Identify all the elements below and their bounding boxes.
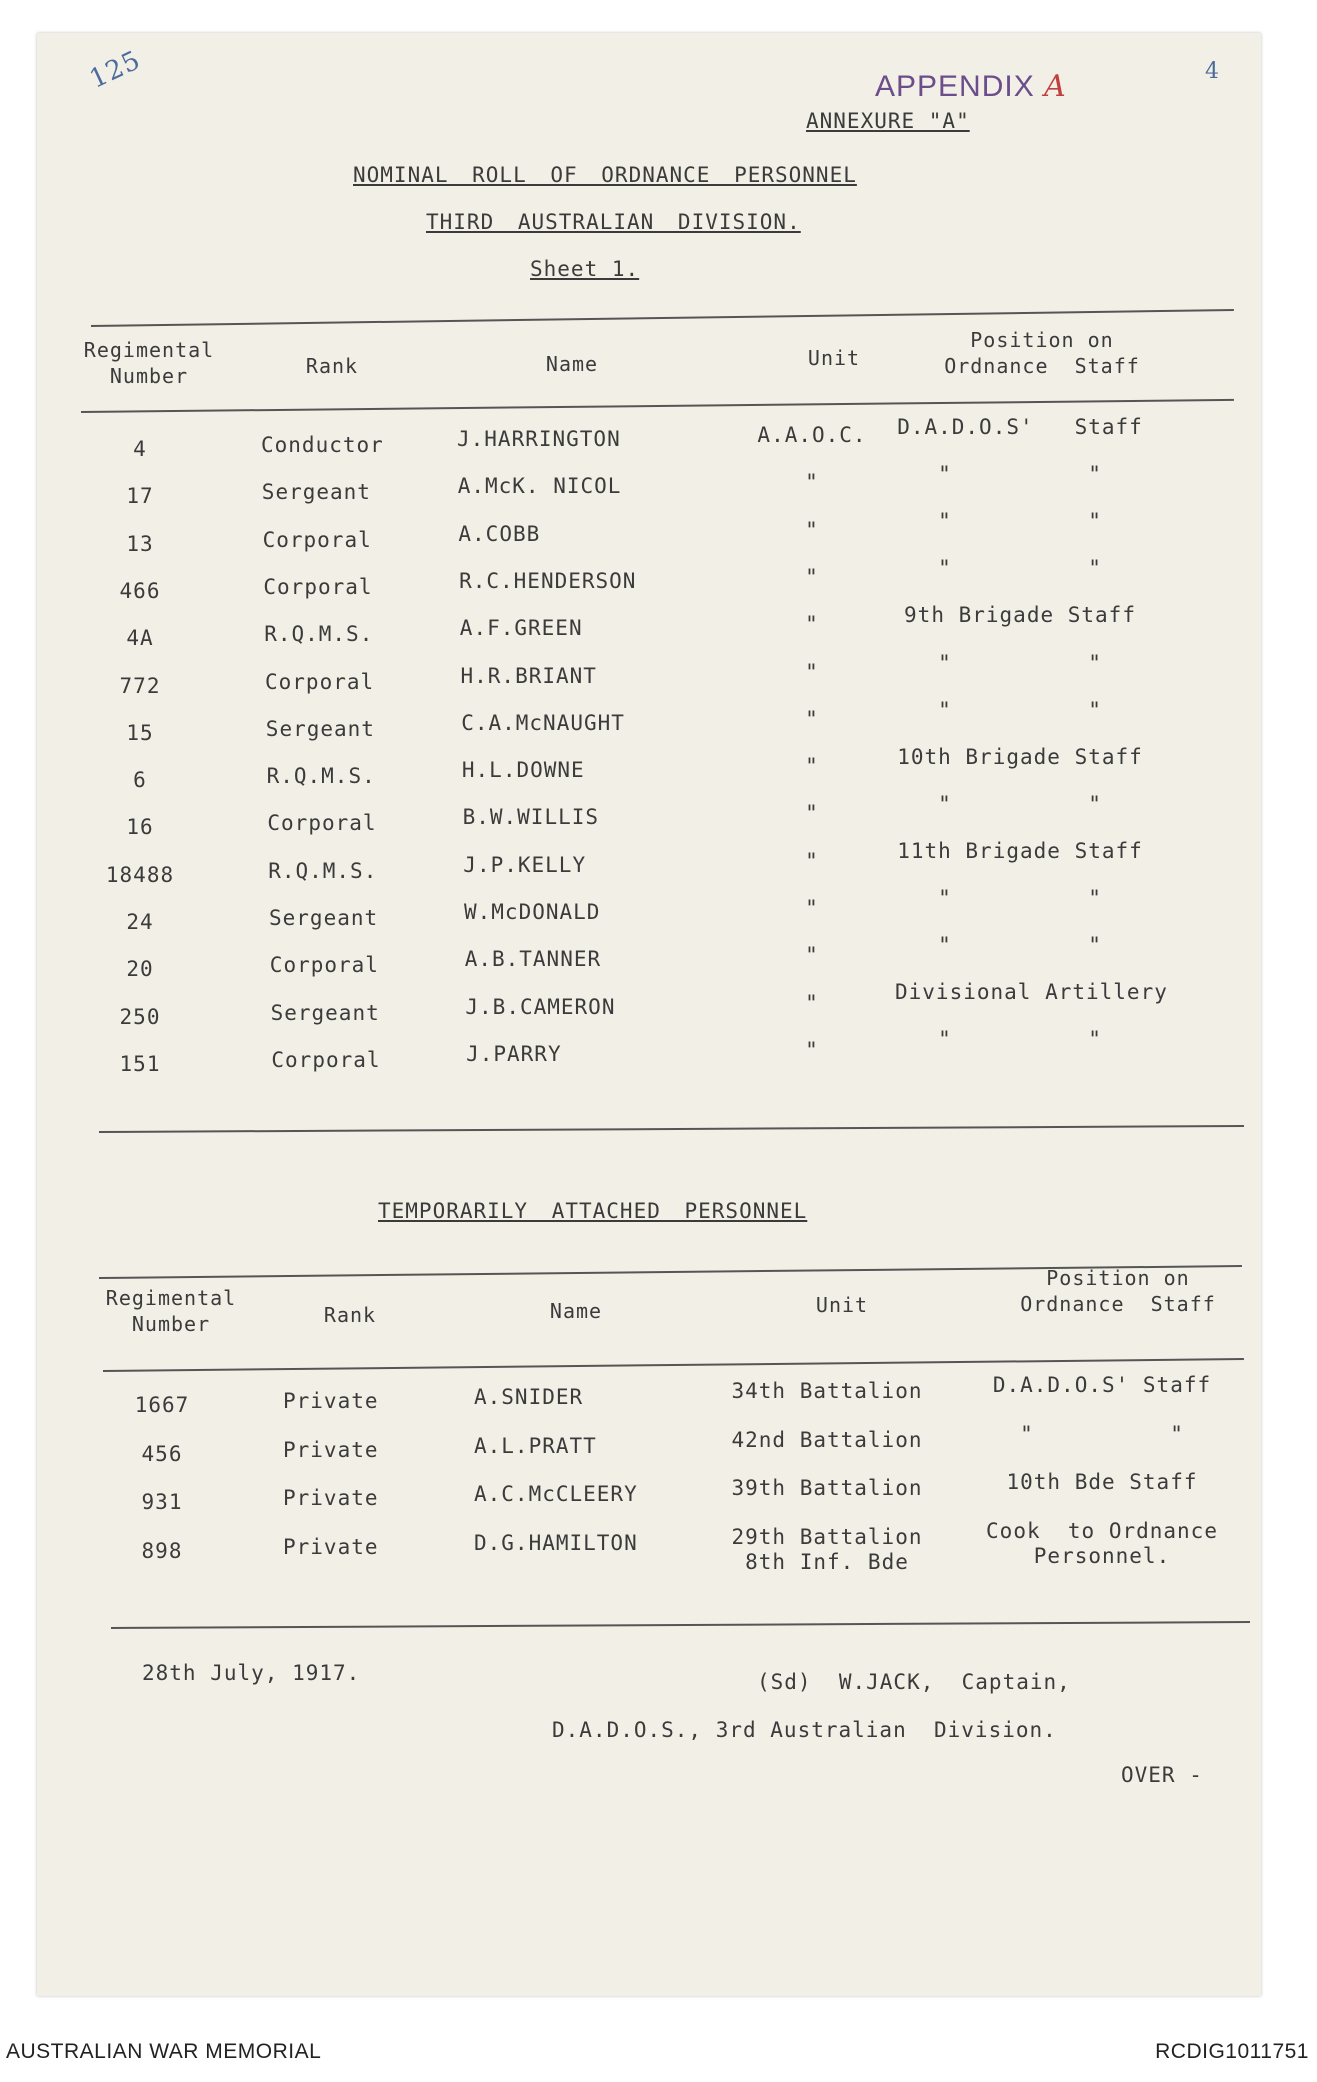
table2-header-rule — [103, 1358, 1244, 1372]
table1-unit: " — [805, 659, 819, 684]
table2-rank: Private — [283, 1437, 379, 1462]
table1-unit: " — [805, 896, 819, 920]
table1-name: J.B.CAMERON — [465, 994, 616, 1019]
table1-regimental-number: 15 — [126, 720, 154, 745]
table1-position: D.A.D.O.S' Staff — [897, 415, 1143, 439]
table2-unit: 42nd Battalion — [731, 1427, 923, 1452]
footer-credit: AUSTRALIAN WAR MEMORIAL — [6, 2040, 322, 2063]
table1-unit: " — [805, 1037, 819, 1062]
table1-name: J.HARRINGTON — [457, 427, 621, 451]
table2-name: A.SNIDER — [474, 1385, 584, 1409]
table1-position: " " — [938, 886, 1102, 910]
table1-position: " " — [938, 650, 1102, 675]
table1-top-rule — [91, 309, 1234, 327]
table1-regimental-number: 4A — [126, 626, 154, 651]
table2-unit: 39th Battalion — [731, 1476, 923, 1500]
table1-unit: " — [805, 517, 819, 542]
table1-header-reg-line2: Number — [109, 364, 189, 388]
table1-header-name: Name — [545, 352, 599, 376]
table1-header-position — [927, 327, 1157, 379]
table1-unit: " — [805, 612, 819, 637]
table2-position: D.A.D.O.S' Staff — [992, 1373, 1212, 1397]
table1-rank: Sergeant — [269, 906, 379, 930]
table2-name: A.L.PRATT — [474, 1433, 597, 1458]
table2-header-reg — [101, 1285, 241, 1337]
table2-regimental-number: 898 — [141, 1538, 183, 1563]
table2-header-name: Name — [549, 1299, 603, 1323]
table1-regimental-number: 16 — [126, 815, 154, 840]
table2-unit: 8th Inf. Bde — [745, 1549, 909, 1574]
table1-regimental-number: 151 — [119, 1051, 161, 1076]
table2-unit: 29th Battalion — [731, 1524, 923, 1549]
table1-unit: " — [805, 754, 819, 779]
table1-position: " " — [938, 462, 1102, 487]
table2-header-position-line1: Position on — [1046, 1266, 1190, 1290]
table1-rank: R.Q.M.S. — [268, 858, 378, 883]
table2-position: Personnel. — [1033, 1543, 1171, 1568]
footer-id: RCDIG1011751 — [1155, 2040, 1309, 2063]
signature-line: (Sd) W.JACK, Captain, — [757, 1670, 1071, 1694]
table2-rank: Private — [283, 1486, 379, 1510]
table1-unit: " — [805, 943, 819, 968]
table2-bottom-rule — [111, 1621, 1250, 1629]
table1-header-reg — [79, 337, 219, 389]
table1-regimental-number: 4 — [133, 437, 147, 461]
table1-rank: Sergeant — [265, 716, 375, 741]
table1-header-unit: Unit — [807, 346, 861, 370]
table2-header-unit: Unit — [815, 1293, 869, 1317]
table1-rank: R.Q.M.S. — [264, 622, 374, 647]
table1-rank: Corporal — [263, 574, 373, 599]
table1-regimental-number: 17 — [126, 484, 154, 509]
table2-position: Cook to Ordnance — [986, 1518, 1218, 1543]
table1-name: W.McDONALD — [464, 900, 601, 924]
table1-unit: " — [805, 848, 819, 873]
table1-regimental-number: 20 — [126, 957, 154, 982]
table1-name: J.P.KELLY — [463, 852, 587, 877]
table1-regimental-number: 18488 — [105, 862, 175, 887]
table2-name: D.G.HAMILTON — [474, 1530, 638, 1555]
table1-header-rule — [81, 399, 1234, 413]
table1-rank: Corporal — [262, 527, 372, 552]
table1-rank: Corporal — [265, 669, 375, 694]
table1-regimental-number: 772 — [119, 673, 161, 698]
table1-unit: A.A.O.C. — [757, 423, 867, 447]
table1-name: A.McK. NICOL — [457, 474, 622, 499]
table1-unit: " — [805, 706, 819, 731]
table1-rank: Corporal — [269, 953, 379, 978]
table1-header-position-line2: Ordnance Staff — [944, 354, 1140, 378]
table1-position: " " — [938, 1027, 1102, 1052]
document-date: 28th July, 1917. — [142, 1661, 361, 1685]
attached-personnel-title: TEMPORARILY ATTACHED PERSONNEL — [378, 1199, 808, 1223]
table1-rank: R.Q.M.S. — [266, 764, 376, 789]
table2-header-position — [993, 1265, 1243, 1317]
table1-regimental-number: 250 — [119, 1004, 161, 1029]
table2-name: A.C.McCLEERY — [474, 1482, 638, 1506]
appendix-stamp-text: APPENDIX — [875, 70, 1035, 103]
table1-name: H.L.DOWNE — [461, 758, 585, 783]
table1-name: A.B.TANNER — [464, 947, 602, 972]
table1-rank: Sergeant — [261, 480, 371, 505]
table1-regimental-number: 13 — [126, 531, 154, 556]
table2-regimental-number: 456 — [141, 1441, 183, 1466]
over-note: OVER - — [1121, 1763, 1203, 1787]
table1-rank: Corporal — [271, 1047, 381, 1072]
table1-position: Divisional Artillery — [895, 980, 1168, 1005]
table1-regimental-number: 466 — [119, 578, 161, 603]
table1-unit: " — [805, 470, 819, 495]
table2-header-reg-line2: Number — [131, 1312, 211, 1336]
table1-rank: Sergeant — [270, 1000, 380, 1025]
folio-number: 125 — [85, 45, 146, 95]
appendix-letter: A — [1044, 69, 1067, 104]
table1-name: H.R.BRIANT — [460, 663, 597, 688]
table1-name: A.F.GREEN — [459, 616, 583, 641]
table1-position: " " — [938, 697, 1102, 722]
table1-name: B.W.WILLIS — [462, 805, 600, 830]
table1-header-reg-line1: Regimental — [83, 338, 215, 362]
table1-position: 10th Brigade Staff — [897, 744, 1143, 769]
signatory-title: D.A.D.O.S., 3rd Australian Division. — [552, 1718, 1057, 1742]
table2-unit: 34th Battalion — [731, 1379, 923, 1403]
table1-rank: Corporal — [267, 811, 377, 836]
table1-name: A.COBB — [458, 521, 541, 546]
document-page — [37, 33, 1261, 1996]
table1-header-rank: Rank — [305, 354, 359, 378]
table1-position: 9th Brigade Staff — [904, 603, 1136, 628]
table2-regimental-number: 931 — [141, 1490, 183, 1514]
table1-header-position-line1: Position on — [970, 328, 1114, 352]
table1-name: C.A.McNAUGHT — [461, 710, 625, 735]
division-title: THIRD AUSTRALIAN DIVISION. — [426, 210, 801, 234]
table1-bottom-rule — [99, 1125, 1244, 1133]
table1-position: " " — [938, 933, 1102, 958]
table1-position: " " — [938, 509, 1102, 534]
table2-rank: Private — [283, 1389, 379, 1413]
table2-position: 10th Bde Staff — [1006, 1470, 1198, 1494]
table1-position: " " — [938, 556, 1102, 581]
table2-rank: Private — [283, 1534, 379, 1559]
table1-unit: " — [805, 990, 819, 1015]
sheet-label: Sheet 1. — [530, 257, 640, 281]
table2-header-position-line2: Ordnance Staff — [1020, 1292, 1216, 1316]
table1-rank: Conductor — [261, 433, 384, 457]
roll-title: NOMINAL ROLL OF ORDNANCE PERSONNEL — [353, 163, 857, 187]
table2-header-reg-line1: Regimental — [105, 1286, 237, 1310]
appendix-stamp — [875, 69, 1067, 104]
table1-unit: " — [805, 801, 819, 826]
table2-header-rank: Rank — [323, 1303, 377, 1327]
page-number: 4 — [1205, 59, 1220, 84]
table1-unit: " — [805, 564, 819, 589]
table2-position: " " — [1020, 1421, 1184, 1446]
table2-regimental-number: 1667 — [134, 1393, 190, 1417]
annexure-heading: ANNEXURE "A" — [806, 109, 970, 133]
table1-position: " " — [938, 791, 1102, 816]
table1-name: R.C.HENDERSON — [459, 568, 637, 593]
table1-regimental-number: 24 — [126, 910, 154, 934]
table1-position: 11th Brigade Staff — [897, 838, 1143, 863]
table1-name: J.PARRY — [466, 1041, 562, 1066]
table1-regimental-number: 6 — [133, 768, 147, 793]
